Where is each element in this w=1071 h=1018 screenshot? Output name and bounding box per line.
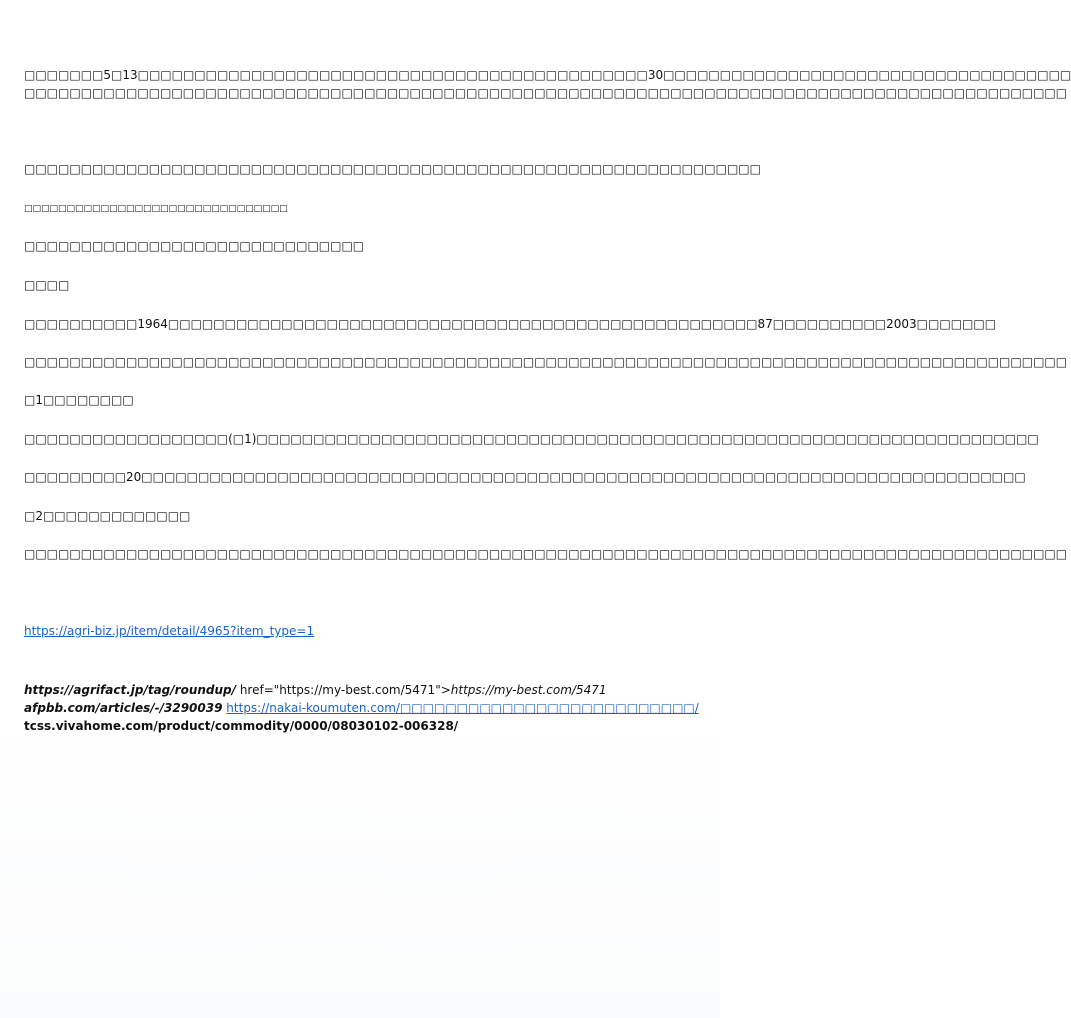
mybest-url: https://my-best.com/5471	[450, 683, 607, 697]
href-fragment: href="https://my-best.com/5471">	[236, 683, 451, 697]
tcss-url: tcss.vivahome.com/product/commodity/0000/08030102-006328/	[24, 719, 459, 733]
paragraph-4-small: □□□□□□□□□□□□□□□□□□□□□□□□□□□□□□□	[24, 204, 288, 214]
paragraph-7: □□□□□□□□□□□□□□□□□□□□□□□□□□□□□□□□□□□□□□□□□□□□□□□□□□□□□□□□□□□□□□□□□□□□□□□□□□□□□□□□□□□□□□□□□□□□	[24, 355, 1068, 369]
reference-row-2	[24, 699, 704, 717]
paragraph-2: □□□□□□□□□□□□□□□□□□□□□□□□□□□□□□□□□□□□□□□□□□□□□□□□□□□□□□□□□□□□□□□□□□□□□□□□□□□□□□□□□□□□□□□□□□□□	[24, 86, 1068, 100]
section-heading-1: □1□□□□□□□□	[24, 393, 134, 407]
paragraph-3: □□□□□□□□□□□□□□□□□□□□□□□□□□□□□□□□□□□□□□□□□□□□□□□□□□□□□□□□□□□□□□□□□	[24, 162, 761, 176]
paragraph-8: □□□□□□□□□□□□□□□□□□(□1)□□□□□□□□□□□□□□□□□□□□□□□□□□□□□□□□□□□□□□□□□□□□□□□□□□□□□□□□□□□□□□□□□□□□□	[24, 432, 1039, 446]
afpbb-url: afpbb.com/articles/-/3290039	[24, 701, 223, 715]
reference-row-1	[24, 681, 704, 699]
agri-biz-link[interactable]: https://agri-biz.jp/item/detail/4965?item_type=1	[24, 624, 315, 638]
section-heading-2: □2□□□□□□□□□□□□□	[24, 509, 191, 523]
paragraph-10: □□□□□□□□□□□□□□□□□□□□□□□□□□□□□□□□□□□□□□□□□□□□□□□□□□□□□□□□□□□□□□□□□□□□□□□□□□□□□□□□□□□□□□□□□□□□	[24, 547, 1068, 561]
nakai-link[interactable]: https://nakai-koumuten.com/□□□□□□□□□□□□□□□□□□□□□□□□□□/	[226, 701, 699, 715]
heading-short: □□□□	[24, 278, 70, 292]
paragraph-6: □□□□□□□□□□1964□□□□□□□□□□□□□□□□□□□□□□□□□□□□□□□□□□□□□□□□□□□□□□□□□□□□87□□□□□□□□□□2003□□□□□□□	[24, 317, 997, 331]
paragraph-5: □□□□□□□□□□□□□□□□□□□□□□□□□□□□□□	[24, 239, 365, 253]
agrifact-url: https://agrifact.jp/tag/roundup/	[24, 683, 237, 697]
paragraph-9: □□□□□□□□□20□□□□□□□□□□□□□□□□□□□□□□□□□□□□□□□□□□□□□□□□□□□□□□□□□□□□□□□□□□□□□□□□□□□□□□□□□□□□□□	[24, 470, 1026, 484]
paragraph-1: □□□□□□□5□13□□□□□□□□□□□□□□□□□□□□□□□□□□□□□□□□□□□□□□□□□□□□□30□□□□□□□□□□□□□□□□□□□□□□□□□□□□□□□□□□□□	[24, 68, 1071, 82]
